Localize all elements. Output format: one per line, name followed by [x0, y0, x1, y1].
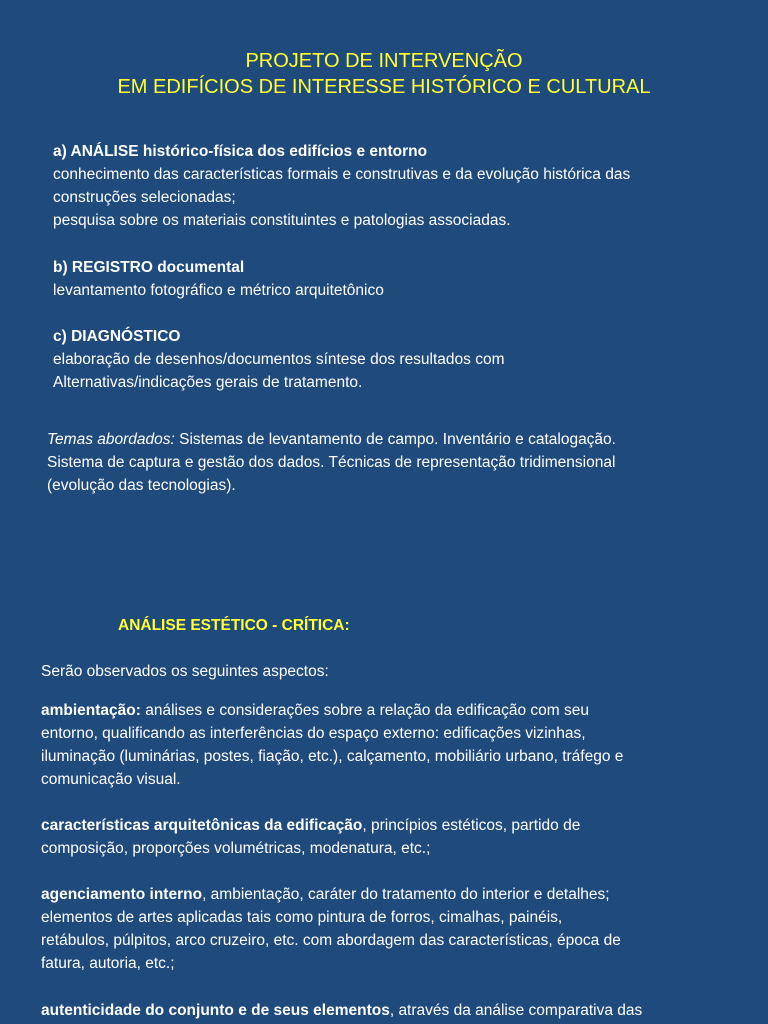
- section-c-line: elaboração de desenhos/documentos síntese dos resultados com: [53, 351, 505, 368]
- aspect-term: autenticidade do conjunto e de seus elementos: [41, 1002, 390, 1019]
- section-a-line: pesquisa sobre os materiais constituintes e patologias associadas.: [53, 212, 511, 229]
- section-c-line: Alternativas/indicações gerais de tratamento.: [53, 374, 363, 391]
- aspect-line: iluminação (luminárias, postes, fiação, etc.), calçamento, mobiliário urbano, tráfego e: [41, 748, 624, 765]
- analise-intro: [41, 660, 741, 683]
- section-b: [53, 256, 753, 302]
- aspect-line: [41, 699, 741, 722]
- aspect-term: ambientação:: [41, 702, 141, 719]
- section-a: [53, 140, 753, 232]
- temas-line: Sistema de captura e gestão dos dados. Técnicas de representação tridimensional: [47, 454, 616, 471]
- aspect-line: [41, 814, 741, 837]
- aspect-text: , ambientação, caráter do tratamento do interior e detalhes;: [202, 886, 610, 903]
- title-line-1: PROJETO DE INTERVENÇÃO: [245, 50, 523, 72]
- section-c-heading: c) DIAGNÓSTICO: [53, 328, 181, 345]
- section-c: [53, 325, 753, 394]
- temas-line: [47, 428, 747, 451]
- aspect-line: elementos de artes aplicadas tais como pintura de forros, cimalhas, painéis,: [41, 909, 563, 926]
- aspect-line: entorno, qualificando as interferências do espaço externo: edificações vizinhas,: [41, 725, 586, 742]
- section-a-heading: a) ANÁLISE histórico-física dos edifícios e entorno: [53, 143, 428, 160]
- aspect-line: [41, 883, 741, 906]
- title-line-2: EM EDIFÍCIOS DE INTERESSE HISTÓRICO E CULTURAL: [117, 76, 651, 98]
- aspect-text: , princípios estéticos, partido de: [362, 817, 581, 834]
- aspect-caracteristicas: [41, 814, 741, 860]
- temas-label: Temas abordados:: [47, 431, 175, 448]
- aspect-line: composição, proporções volumétricas, modenatura, etc.;: [41, 840, 431, 857]
- temas-text: Sistemas de levantamento de campo. Inventário e catalogação.: [174, 431, 616, 448]
- aspect-line: [41, 999, 741, 1022]
- section-b-line: levantamento fotográfico e métrico arquitetônico: [53, 282, 384, 299]
- aspect-text: , através da análise comparativa das: [389, 1002, 643, 1019]
- aspect-text: análises e considerações sobre a relação da edificação com seu: [140, 702, 589, 719]
- intro-text: Serão observados os seguintes aspectos:: [41, 663, 329, 680]
- aspect-line: retábulos, púlpitos, arco cruzeiro, etc. com abordagem das características, época de: [41, 932, 621, 949]
- section-a-line: conhecimento das características formais e construtivas e da evolução histórica das: [53, 166, 631, 183]
- aspect-autenticidade: [41, 999, 741, 1022]
- temas-line: (evolução das tecnologias).: [47, 477, 236, 494]
- section-b-heading: b) REGISTRO documental: [53, 259, 245, 276]
- aspect-term: características arquitetônicas da edificação: [41, 817, 363, 834]
- section-a-line: construções selecionadas;: [53, 189, 236, 206]
- page-title: [0, 48, 768, 100]
- analise-subtitle: ANÁLISE ESTÉTICO - CRÍTICA:: [118, 617, 350, 634]
- aspect-agenciamento: [41, 883, 741, 975]
- aspect-term: agenciamento interno: [41, 886, 203, 903]
- aspect-ambientacao: [41, 699, 741, 791]
- aspect-line: comunicação visual.: [41, 771, 181, 788]
- aspect-line: fatura, autoria, etc.;: [41, 955, 175, 972]
- temas-abordados: [47, 428, 747, 497]
